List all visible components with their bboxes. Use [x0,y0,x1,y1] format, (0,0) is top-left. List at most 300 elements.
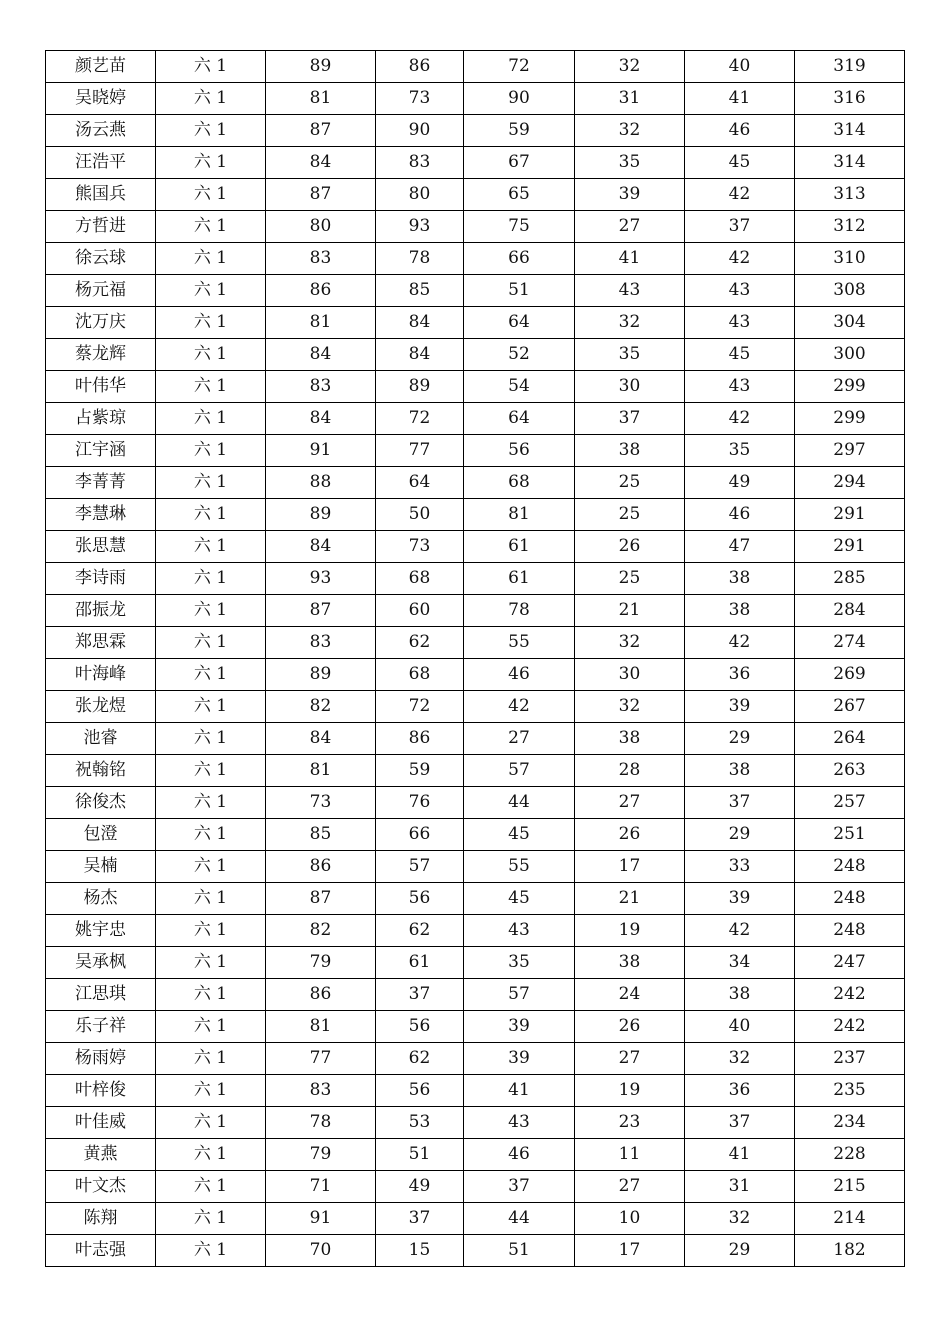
score-5-cell: 32 [685,1203,795,1235]
score-4-cell: 39 [575,179,685,211]
student-name-cell: 李菁菁 [46,467,156,499]
total-score-cell: 248 [795,915,905,947]
table-row [46,499,905,531]
class-cell: 六 1 [156,1043,266,1075]
table-row [46,691,905,723]
score-1-cell: 83 [266,371,376,403]
total-score-cell: 285 [795,563,905,595]
table-row [46,339,905,371]
score-4-cell: 26 [575,819,685,851]
score-1-cell: 73 [266,787,376,819]
table-row [46,787,905,819]
total-score-cell: 310 [795,243,905,275]
score-2-cell: 85 [376,275,464,307]
table-row [46,1107,905,1139]
class-cell: 六 1 [156,691,266,723]
score-2-cell: 61 [376,947,464,979]
score-5-cell: 42 [685,243,795,275]
score-2-cell: 49 [376,1171,464,1203]
total-score-cell: 242 [795,979,905,1011]
table-row [46,883,905,915]
score-5-cell: 46 [685,115,795,147]
student-name-cell: 徐云球 [46,243,156,275]
score-2-cell: 83 [376,147,464,179]
class-cell: 六 1 [156,1107,266,1139]
score-1-cell: 86 [266,851,376,883]
student-name-cell: 叶海峰 [46,659,156,691]
score-2-cell: 93 [376,211,464,243]
student-name-cell: 吴承枫 [46,947,156,979]
score-5-cell: 40 [685,51,795,83]
score-5-cell: 43 [685,307,795,339]
score-2-cell: 56 [376,883,464,915]
student-name-cell: 郑思霖 [46,627,156,659]
score-1-cell: 71 [266,1171,376,1203]
table-row [46,1235,905,1267]
score-3-cell: 45 [464,819,575,851]
score-5-cell: 41 [685,83,795,115]
score-1-cell: 81 [266,1011,376,1043]
student-name-cell: 杨杰 [46,883,156,915]
score-5-cell: 49 [685,467,795,499]
total-score-cell: 251 [795,819,905,851]
score-4-cell: 17 [575,1235,685,1267]
student-name-cell: 颜艺苗 [46,51,156,83]
total-score-cell: 312 [795,211,905,243]
student-name-cell: 陈翔 [46,1203,156,1235]
total-score-cell: 269 [795,659,905,691]
score-3-cell: 46 [464,1139,575,1171]
score-3-cell: 78 [464,595,575,627]
score-1-cell: 70 [266,1235,376,1267]
score-5-cell: 45 [685,147,795,179]
score-5-cell: 38 [685,979,795,1011]
score-2-cell: 84 [376,307,464,339]
table-row [46,531,905,563]
score-4-cell: 24 [575,979,685,1011]
student-name-cell: 蔡龙辉 [46,339,156,371]
score-2-cell: 90 [376,115,464,147]
score-2-cell: 66 [376,819,464,851]
table-row [46,851,905,883]
score-2-cell: 89 [376,371,464,403]
class-cell: 六 1 [156,147,266,179]
total-score-cell: 297 [795,435,905,467]
score-4-cell: 37 [575,403,685,435]
score-3-cell: 64 [464,403,575,435]
table-row [46,595,905,627]
total-score-cell: 274 [795,627,905,659]
score-3-cell: 81 [464,499,575,531]
table-row [46,1075,905,1107]
class-cell: 六 1 [156,1203,266,1235]
score-2-cell: 56 [376,1075,464,1107]
score-1-cell: 83 [266,243,376,275]
class-cell: 六 1 [156,467,266,499]
total-score-cell: 294 [795,467,905,499]
class-cell: 六 1 [156,51,266,83]
total-score-cell: 257 [795,787,905,819]
total-score-cell: 299 [795,403,905,435]
score-4-cell: 43 [575,275,685,307]
student-name-cell: 乐子祥 [46,1011,156,1043]
score-2-cell: 57 [376,851,464,883]
student-name-cell: 汤云燕 [46,115,156,147]
score-5-cell: 36 [685,659,795,691]
score-1-cell: 81 [266,307,376,339]
total-score-cell: 304 [795,307,905,339]
score-5-cell: 42 [685,915,795,947]
student-name-cell: 姚宇忠 [46,915,156,947]
score-3-cell: 67 [464,147,575,179]
score-3-cell: 68 [464,467,575,499]
total-score-cell: 319 [795,51,905,83]
score-2-cell: 37 [376,979,464,1011]
score-4-cell: 32 [575,307,685,339]
score-4-cell: 28 [575,755,685,787]
score-1-cell: 93 [266,563,376,595]
score-4-cell: 25 [575,563,685,595]
score-2-cell: 76 [376,787,464,819]
student-name-cell: 方哲进 [46,211,156,243]
score-3-cell: 64 [464,307,575,339]
score-3-cell: 61 [464,531,575,563]
score-3-cell: 55 [464,627,575,659]
total-score-cell: 214 [795,1203,905,1235]
score-3-cell: 44 [464,787,575,819]
score-4-cell: 32 [575,627,685,659]
table-row [46,275,905,307]
table-row [46,1139,905,1171]
table-row [46,371,905,403]
score-4-cell: 17 [575,851,685,883]
score-1-cell: 82 [266,915,376,947]
score-2-cell: 59 [376,755,464,787]
table-row [46,403,905,435]
student-name-cell: 叶文杰 [46,1171,156,1203]
total-score-cell: 235 [795,1075,905,1107]
score-4-cell: 38 [575,947,685,979]
class-cell: 六 1 [156,1075,266,1107]
score-2-cell: 62 [376,915,464,947]
score-4-cell: 38 [575,723,685,755]
score-5-cell: 33 [685,851,795,883]
total-score-cell: 314 [795,147,905,179]
student-name-cell: 李诗雨 [46,563,156,595]
student-name-cell: 池睿 [46,723,156,755]
total-score-cell: 247 [795,947,905,979]
score-2-cell: 15 [376,1235,464,1267]
score-3-cell: 66 [464,243,575,275]
score-1-cell: 84 [266,147,376,179]
score-5-cell: 42 [685,403,795,435]
score-3-cell: 72 [464,51,575,83]
student-name-cell: 黄燕 [46,1139,156,1171]
score-1-cell: 91 [266,1203,376,1235]
table-row [46,947,905,979]
score-4-cell: 26 [575,531,685,563]
student-name-cell: 叶佳威 [46,1107,156,1139]
score-1-cell: 80 [266,211,376,243]
score-3-cell: 59 [464,115,575,147]
student-name-cell: 张龙煜 [46,691,156,723]
class-cell: 六 1 [156,595,266,627]
total-score-cell: 215 [795,1171,905,1203]
score-2-cell: 64 [376,467,464,499]
class-cell: 六 1 [156,371,266,403]
score-5-cell: 39 [685,883,795,915]
student-name-cell: 占紫琼 [46,403,156,435]
score-3-cell: 61 [464,563,575,595]
score-1-cell: 86 [266,979,376,1011]
class-cell: 六 1 [156,723,266,755]
total-score-cell: 284 [795,595,905,627]
total-score-cell: 182 [795,1235,905,1267]
score-3-cell: 55 [464,851,575,883]
score-1-cell: 88 [266,467,376,499]
score-1-cell: 91 [266,435,376,467]
score-1-cell: 87 [266,179,376,211]
table-row [46,1203,905,1235]
score-3-cell: 57 [464,979,575,1011]
score-4-cell: 35 [575,147,685,179]
class-cell: 六 1 [156,499,266,531]
score-2-cell: 86 [376,723,464,755]
score-4-cell: 30 [575,371,685,403]
score-2-cell: 77 [376,435,464,467]
score-4-cell: 27 [575,787,685,819]
score-5-cell: 38 [685,755,795,787]
score-5-cell: 41 [685,1139,795,1171]
score-5-cell: 31 [685,1171,795,1203]
score-2-cell: 72 [376,691,464,723]
score-2-cell: 53 [376,1107,464,1139]
class-cell: 六 1 [156,179,266,211]
class-cell: 六 1 [156,1235,266,1267]
class-cell: 六 1 [156,627,266,659]
score-1-cell: 87 [266,595,376,627]
total-score-cell: 242 [795,1011,905,1043]
score-1-cell: 89 [266,51,376,83]
score-5-cell: 37 [685,211,795,243]
score-4-cell: 21 [575,883,685,915]
student-name-cell: 张思慧 [46,531,156,563]
table-row [46,467,905,499]
score-2-cell: 51 [376,1139,464,1171]
score-3-cell: 37 [464,1171,575,1203]
student-name-cell: 熊国兵 [46,179,156,211]
score-1-cell: 84 [266,723,376,755]
score-2-cell: 60 [376,595,464,627]
total-score-cell: 237 [795,1043,905,1075]
table-row [46,979,905,1011]
score-5-cell: 43 [685,371,795,403]
score-3-cell: 35 [464,947,575,979]
student-name-cell: 徐俊杰 [46,787,156,819]
score-3-cell: 39 [464,1011,575,1043]
score-4-cell: 23 [575,1107,685,1139]
score-4-cell: 21 [575,595,685,627]
score-3-cell: 44 [464,1203,575,1235]
table-row [46,915,905,947]
score-3-cell: 51 [464,275,575,307]
score-1-cell: 87 [266,883,376,915]
table-row [46,211,905,243]
score-1-cell: 87 [266,115,376,147]
score-1-cell: 83 [266,1075,376,1107]
table-row [46,115,905,147]
class-cell: 六 1 [156,979,266,1011]
student-name-cell: 祝翰铭 [46,755,156,787]
class-cell: 六 1 [156,211,266,243]
score-5-cell: 39 [685,691,795,723]
score-1-cell: 81 [266,755,376,787]
total-score-cell: 300 [795,339,905,371]
score-table [45,50,905,1267]
score-5-cell: 34 [685,947,795,979]
total-score-cell: 228 [795,1139,905,1171]
table-row [46,243,905,275]
table-row [46,1011,905,1043]
score-3-cell: 42 [464,691,575,723]
class-cell: 六 1 [156,947,266,979]
class-cell: 六 1 [156,339,266,371]
class-cell: 六 1 [156,563,266,595]
score-4-cell: 10 [575,1203,685,1235]
total-score-cell: 234 [795,1107,905,1139]
class-cell: 六 1 [156,883,266,915]
score-3-cell: 46 [464,659,575,691]
table-row [46,755,905,787]
score-2-cell: 73 [376,531,464,563]
class-cell: 六 1 [156,659,266,691]
score-5-cell: 35 [685,435,795,467]
student-name-cell: 叶志强 [46,1235,156,1267]
score-1-cell: 79 [266,947,376,979]
table-row [46,435,905,467]
score-5-cell: 32 [685,1043,795,1075]
student-name-cell: 吴楠 [46,851,156,883]
score-1-cell: 77 [266,1043,376,1075]
class-cell: 六 1 [156,435,266,467]
score-3-cell: 39 [464,1043,575,1075]
score-3-cell: 27 [464,723,575,755]
score-3-cell: 41 [464,1075,575,1107]
score-2-cell: 62 [376,627,464,659]
score-5-cell: 42 [685,627,795,659]
score-2-cell: 78 [376,243,464,275]
score-5-cell: 47 [685,531,795,563]
score-4-cell: 41 [575,243,685,275]
student-name-cell: 李慧琳 [46,499,156,531]
score-3-cell: 43 [464,1107,575,1139]
total-score-cell: 314 [795,115,905,147]
score-1-cell: 82 [266,691,376,723]
score-3-cell: 54 [464,371,575,403]
score-5-cell: 37 [685,787,795,819]
table-row [46,1171,905,1203]
total-score-cell: 291 [795,499,905,531]
score-4-cell: 27 [575,211,685,243]
table-row [46,147,905,179]
table-row [46,627,905,659]
class-cell: 六 1 [156,819,266,851]
total-score-cell: 248 [795,883,905,915]
score-2-cell: 84 [376,339,464,371]
score-3-cell: 75 [464,211,575,243]
class-cell: 六 1 [156,307,266,339]
score-4-cell: 32 [575,115,685,147]
score-3-cell: 45 [464,883,575,915]
score-4-cell: 38 [575,435,685,467]
score-3-cell: 90 [464,83,575,115]
score-2-cell: 56 [376,1011,464,1043]
class-cell: 六 1 [156,915,266,947]
class-cell: 六 1 [156,403,266,435]
student-name-cell: 江宇涵 [46,435,156,467]
class-cell: 六 1 [156,1011,266,1043]
score-5-cell: 29 [685,1235,795,1267]
score-4-cell: 31 [575,83,685,115]
score-2-cell: 86 [376,51,464,83]
score-5-cell: 29 [685,723,795,755]
score-2-cell: 80 [376,179,464,211]
score-5-cell: 38 [685,595,795,627]
score-3-cell: 43 [464,915,575,947]
score-5-cell: 43 [685,275,795,307]
score-2-cell: 50 [376,499,464,531]
total-score-cell: 264 [795,723,905,755]
total-score-cell: 313 [795,179,905,211]
total-score-cell: 308 [795,275,905,307]
class-cell: 六 1 [156,1139,266,1171]
score-5-cell: 36 [685,1075,795,1107]
table-row [46,51,905,83]
score-1-cell: 79 [266,1139,376,1171]
table-row [46,659,905,691]
score-5-cell: 46 [685,499,795,531]
score-1-cell: 78 [266,1107,376,1139]
total-score-cell: 299 [795,371,905,403]
total-score-cell: 248 [795,851,905,883]
student-name-cell: 叶伟华 [46,371,156,403]
score-2-cell: 73 [376,83,464,115]
total-score-cell: 263 [795,755,905,787]
score-1-cell: 84 [266,403,376,435]
student-name-cell: 包澄 [46,819,156,851]
score-5-cell: 38 [685,563,795,595]
table-row [46,83,905,115]
score-4-cell: 30 [575,659,685,691]
table-row [46,307,905,339]
score-1-cell: 89 [266,499,376,531]
score-4-cell: 26 [575,1011,685,1043]
score-4-cell: 32 [575,51,685,83]
score-4-cell: 27 [575,1171,685,1203]
score-5-cell: 37 [685,1107,795,1139]
score-4-cell: 19 [575,1075,685,1107]
score-5-cell: 45 [685,339,795,371]
score-1-cell: 89 [266,659,376,691]
score-3-cell: 65 [464,179,575,211]
student-name-cell: 沈万庆 [46,307,156,339]
class-cell: 六 1 [156,851,266,883]
student-name-cell: 吴晓婷 [46,83,156,115]
score-1-cell: 81 [266,83,376,115]
student-name-cell: 杨雨婷 [46,1043,156,1075]
score-2-cell: 62 [376,1043,464,1075]
class-cell: 六 1 [156,1171,266,1203]
